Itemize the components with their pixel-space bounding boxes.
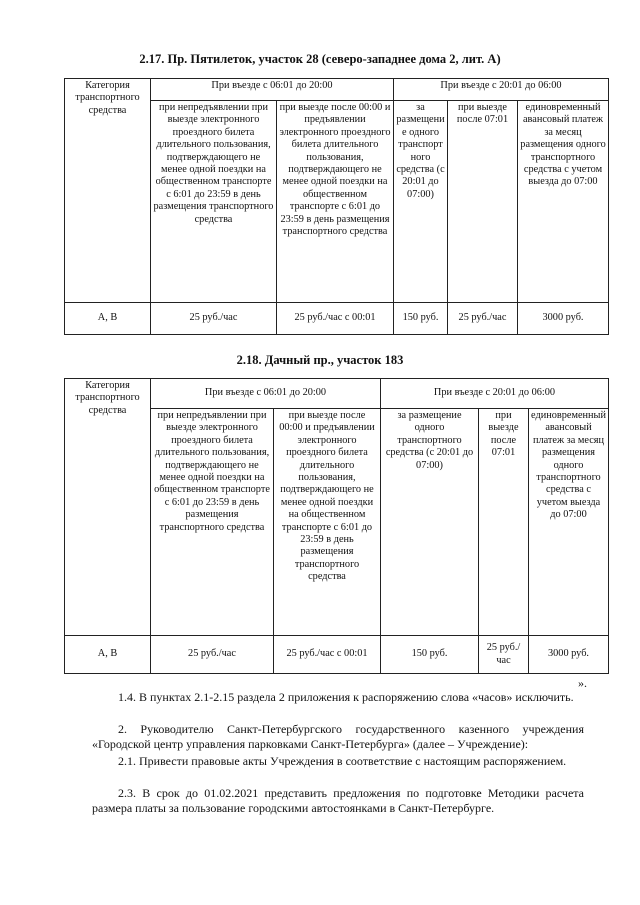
header-day-group: При въезде с 06:01 до 20:00 xyxy=(151,79,394,101)
paragraph-2-3: 2.3. В срок до 01.02.2021 представить предложения по подготовке Методики расчета размера платы за пользование городскими автостоянками в Санкт-Петербурге. xyxy=(92,786,584,815)
header-category: Категория транспортного средства xyxy=(65,79,151,303)
paragraph-2-1: 2.1. Привести правовые акты Учреждения в соответствие с настоящим распоряжением. xyxy=(118,754,567,768)
paragraph-2: 2. Руководителю Санкт-Петербургского государственного казенного учреждения «Городской центр управления парковками Санкт-Петербурга» (далее – Учреждение): xyxy=(92,722,584,751)
header-night-placement: за размещение одного транспортного средства (с 20:01 до 07:00) xyxy=(381,409,479,636)
tariff-table-218 xyxy=(64,378,609,674)
section-218-title: 2.18. Дачный пр., участок 183 xyxy=(236,353,404,367)
cell-day-rate: 25 руб./час xyxy=(151,636,274,674)
header-night-monthly: единовременный авансовый платеж за месяц размещения одного транспортного средства с учетом выезда до 07:00 xyxy=(529,409,609,636)
header-night-exit-after: при выезде после 07:01 xyxy=(448,101,518,303)
row-category: А, В xyxy=(65,303,151,335)
header-night-exit-after: при выезде после 07:01 xyxy=(479,409,529,636)
header-day-group: При въезде с 06:01 до 20:00 xyxy=(151,379,381,409)
header-category: Категория транспортного средства xyxy=(65,379,151,636)
header-day-with-ticket: при выезде после 00:00 и предъявлении электронного проездного билета длительного пользования, подтверждающего не менее одной поездки на общественном транспорте с 6:01 до 23:59 в день размещения транспортного средства xyxy=(277,101,394,303)
header-night-group: При въезде с 20:01 до 06:00 xyxy=(381,379,609,409)
header-day-with-ticket: при выезде после 00:00 и предъявлении электронного проездного билета длительного пользования, подтверждающего не менее одной поездки на общественном транспорте с 6:01 до 23:59 в день размещения транспортного средства xyxy=(274,409,381,636)
section-217-title: 2.17. Пр. Пятилеток, участок 28 (северо-западнее дома 2, лит. А) xyxy=(139,52,501,66)
cell-day-rate: 25 руб./час xyxy=(151,303,277,335)
cell-day-rate-after-midnight: 25 руб./час с 00:01 xyxy=(277,303,394,335)
header-day-no-ticket: при непредъявлении при выезде электронного проездного билета длительного пользования, подтверждающего не менее одной поездки на общественном транспорте с 6:01 до 23:59 в день размещения транспортного средства xyxy=(151,101,277,303)
cell-day-rate-after-midnight: 25 руб./час с 00:01 xyxy=(274,636,381,674)
row-category: А, В xyxy=(65,636,151,674)
cell-monthly-payment: 3000 руб. xyxy=(518,303,609,335)
cell-monthly-payment: 3000 руб. xyxy=(529,636,609,674)
paragraph-1-4: 1.4. В пунктах 2.1-2.15 раздела 2 приложения к распоряжению слова «часов» исключить. xyxy=(118,690,574,704)
header-night-group: При въезде с 20:01 до 06:00 xyxy=(394,79,609,101)
cell-night-placement: 150 руб. xyxy=(381,636,479,674)
header-day-no-ticket: при непредъявлении при выезде электронного проездного билета длительного пользования, подтверждающего не менее одной поездки на общественном транспорте с 6:01 до 23:59 в день размещения транспортного средства xyxy=(151,409,274,636)
cell-night-hourly: 25 руб./час xyxy=(479,636,529,674)
header-night-placement: за размещение одного транспортного средства (с 20:01 до 07:00) xyxy=(394,101,448,303)
header-night-monthly: единовременный авансовый платеж за месяц размещения одного транспортного средства с учетом выезда до 07:00 xyxy=(518,101,609,303)
tariff-table-217 xyxy=(64,78,609,335)
cell-night-placement: 150 руб. xyxy=(394,303,448,335)
cell-night-hourly: 25 руб./час xyxy=(448,303,518,335)
closing-quote: ». xyxy=(578,676,587,690)
